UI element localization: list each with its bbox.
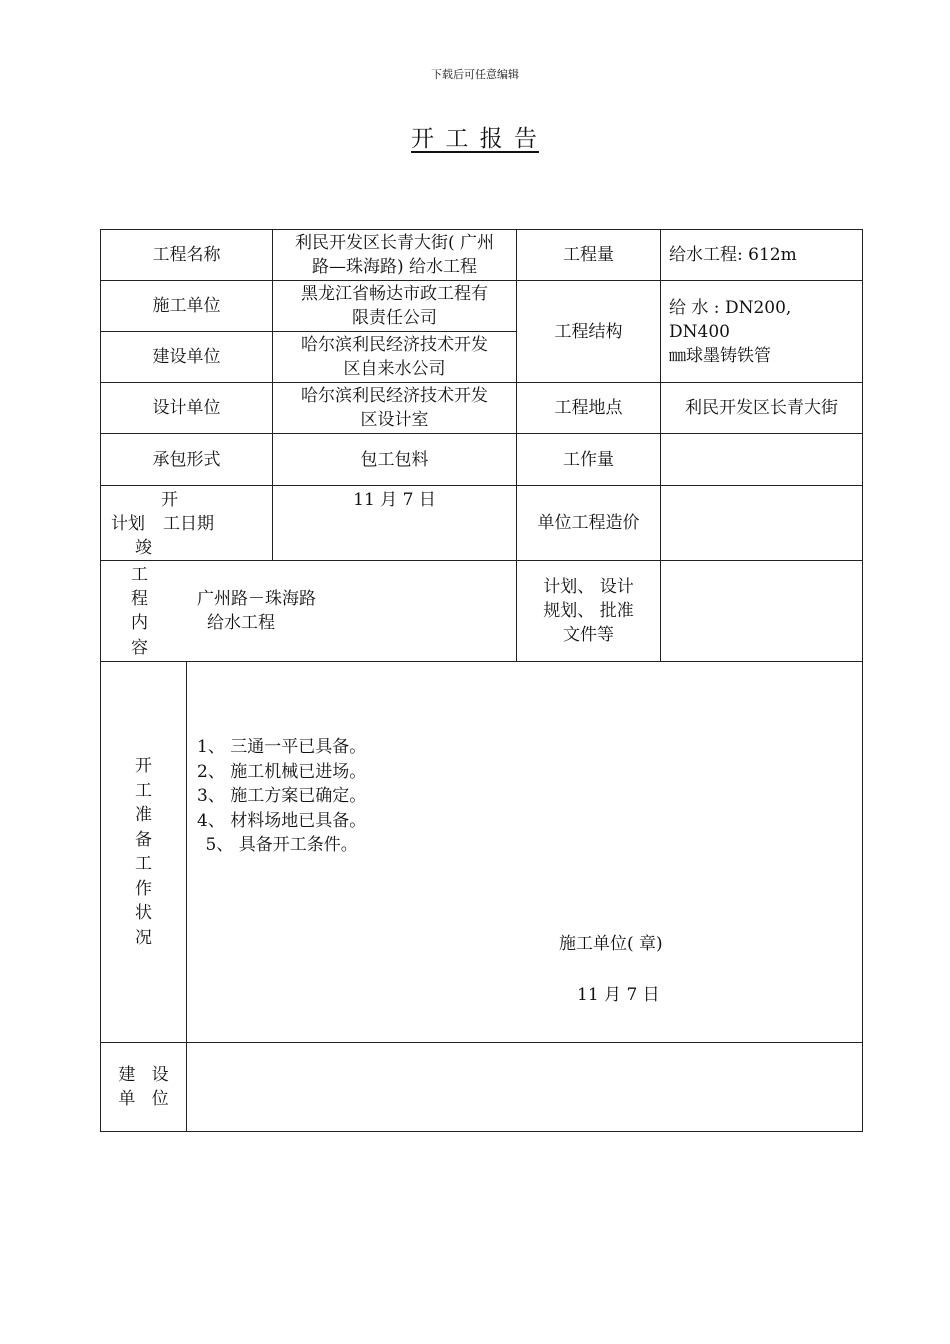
project-content bbox=[101, 561, 517, 662]
plan-docs-value bbox=[661, 561, 863, 662]
plan-date-value: 11 月 7 日 bbox=[273, 486, 517, 561]
list-item: 3、 施工方案已确定。 bbox=[197, 786, 367, 806]
quantity-label: 工程量 bbox=[517, 230, 661, 281]
plan-dates-label bbox=[101, 486, 273, 561]
start-report-table bbox=[100, 229, 863, 1132]
row-plan-dates bbox=[101, 486, 863, 561]
row-owner-sign bbox=[101, 1043, 863, 1132]
workload-value bbox=[661, 434, 863, 486]
content-label-3: 内 bbox=[131, 613, 148, 633]
content-label-4: 容 bbox=[131, 638, 148, 658]
quantity-value: 给水工程: 612m bbox=[661, 230, 863, 281]
contractor-seal: 施工单位( 章) bbox=[559, 934, 663, 954]
content-label-1: 工 bbox=[131, 565, 148, 585]
plan-label-gong: 工日期 bbox=[163, 514, 214, 534]
owner-value: 哈尔滨利民经济技术开发 区自来水公司 bbox=[273, 332, 517, 383]
content-line-1: 广州路－珠海路 bbox=[197, 589, 316, 609]
owner-sign-label: 建 设 单 位 bbox=[101, 1043, 187, 1132]
location-value: 利民开发区长青大街 bbox=[661, 383, 863, 434]
designer-label: 设计单位 bbox=[101, 383, 273, 434]
page-title bbox=[0, 120, 950, 153]
contract-label: 承包形式 bbox=[101, 434, 273, 486]
unit-cost-value bbox=[661, 486, 863, 561]
owner-sign-value bbox=[187, 1043, 863, 1132]
structure-value: 给 水 : DN200, DN400 ㎜球墨铸铁管 bbox=[661, 281, 863, 383]
row-contractor bbox=[101, 281, 863, 332]
location-label: 工程地点 bbox=[517, 383, 661, 434]
contract-value: 包工包料 bbox=[273, 434, 517, 486]
unit-cost-label: 单位工程造价 bbox=[517, 486, 661, 561]
row-project-name bbox=[101, 230, 863, 281]
row-designer bbox=[101, 383, 863, 434]
content-line-2: 给水工程 bbox=[207, 613, 275, 633]
prep-status-content bbox=[187, 662, 863, 1043]
list-item: 5、 具备开工条件。 bbox=[205, 835, 358, 855]
designer-value: 哈尔滨利民经济技术开发 区设计室 bbox=[273, 383, 517, 434]
row-prep-status bbox=[101, 662, 863, 1043]
row-content bbox=[101, 561, 863, 662]
plan-docs-label: 计划、 设计 规划、 批准 文件等 bbox=[517, 561, 661, 662]
prep-items-list bbox=[197, 735, 366, 858]
plan-label-jun: 竣 bbox=[135, 538, 152, 558]
content-label-2: 程 bbox=[131, 589, 148, 609]
contractor-value: 黑龙江省畅达市政工程有 限责任公司 bbox=[273, 281, 517, 332]
owner-label: 建设单位 bbox=[101, 332, 273, 383]
header-note: 下载后可任意编辑 bbox=[431, 68, 519, 81]
list-item: 2、 施工机械已进场。 bbox=[197, 761, 367, 782]
list-item: 4、 材料场地已具备。 bbox=[197, 810, 367, 831]
project-name-value: 利民开发区长青大街( 广州 路—珠海路) 给水工程 bbox=[273, 230, 517, 281]
project-name-label: 工程名称 bbox=[101, 230, 273, 281]
prep-status-label: 开 工 准 备 工 作 状 况 bbox=[101, 662, 187, 1043]
plan-label-main: 计划 bbox=[111, 514, 145, 534]
title-text: 开 工 报 告 bbox=[411, 126, 539, 152]
workload-label: 工作量 bbox=[517, 434, 661, 486]
list-item: 1、 三通一平已具备。 bbox=[197, 737, 367, 757]
structure-label: 工程结构 bbox=[517, 281, 661, 383]
row-contract bbox=[101, 434, 863, 486]
plan-label-kai: 开 bbox=[161, 490, 178, 510]
seal-date: 11 月 7 日 bbox=[577, 985, 660, 1005]
contractor-label: 施工单位 bbox=[101, 281, 273, 332]
